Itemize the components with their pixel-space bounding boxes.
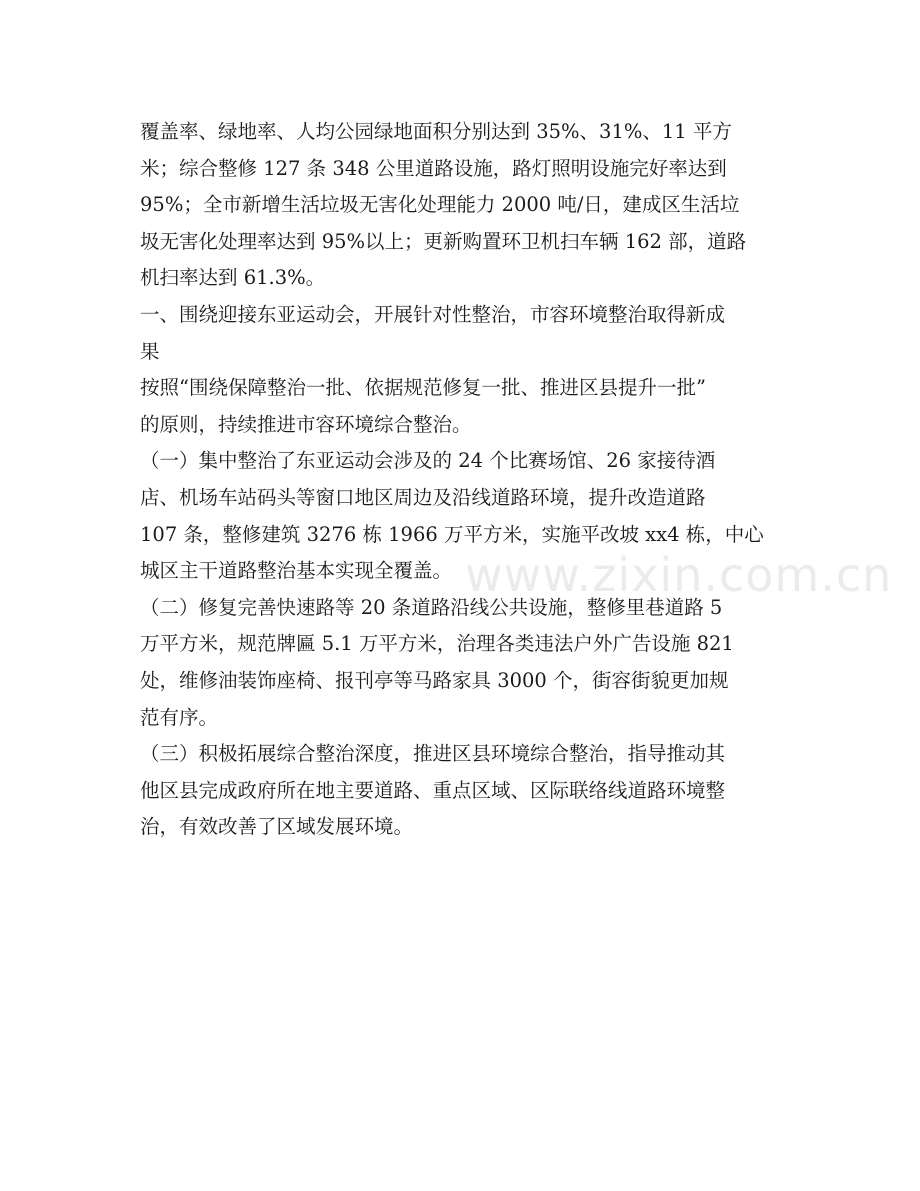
text-line: （一）集中整治了东亚运动会涉及的 24 个比赛场馆、26 家接待酒 [140,449,716,473]
text-line: 覆盖率、绿地率、人均公园绿地面积分别达到 35%、31%、11 平方 [140,120,732,143]
section-heading-line: 果 [140,339,160,363]
text-line: （三）积极拓展综合整治深度，推进区县环境综合整治，指导推动其 [140,742,726,766]
text-line: 范有序。 [140,705,219,729]
watermark: www.zixin.com.cn [465,548,893,602]
text-line: 圾无害化处理率达到 95%以上；更新购置环卫机扫车辆 162 部，道路 [140,229,747,253]
text-line: （二）修复完善快速路等 20 条道路沿线公共设施，整修里巷道路 5 [140,595,723,619]
text-line: 95%；全市新增生活垃圾无害化处理能力 2000 吨/日，建成区生活垃 [140,193,740,217]
text-line: 他区县完成政府所在地主要道路、重点区域、区际联络线道路环境整 [140,778,726,802]
text-line: 机扫率达到 61.3%。 [140,266,326,290]
text-line: 治，有效改善了区域发展环境。 [140,815,414,839]
text-line: 处，维修油装饰座椅、报刊亭等马路家具 3000 个，街容街貌更加规 [140,668,729,692]
body-text [140,114,780,846]
text-line: 店、机场车站码头等窗口地区周边及沿线道路环境，提升改造道路 [140,485,706,509]
text-line: 107 条，整修建筑 3276 栋 1966 万平方米，实施平改坡 xx4 栋，中心 [140,522,764,546]
text-line: 万平方米，规范牌匾 5.1 万平方米，治理各类违法户外广告设施 821 [140,632,734,656]
text-line: 城区主干道路整治基本实现全覆盖。 [140,559,453,583]
section-heading-line: 一、围绕迎接东亚运动会，开展针对性整治，市容环境整治取得新成 [140,302,726,326]
text-line: 的原则，持续推进市容环境综合整治。 [140,412,472,436]
text-line: 米；综合整修 127 条 348 公里道路设施，路灯照明设施完好率达到 [140,156,727,180]
text-line: 按照“围绕保障整治一批、依据规范修复一批、推进区县提升一批” [140,376,706,400]
